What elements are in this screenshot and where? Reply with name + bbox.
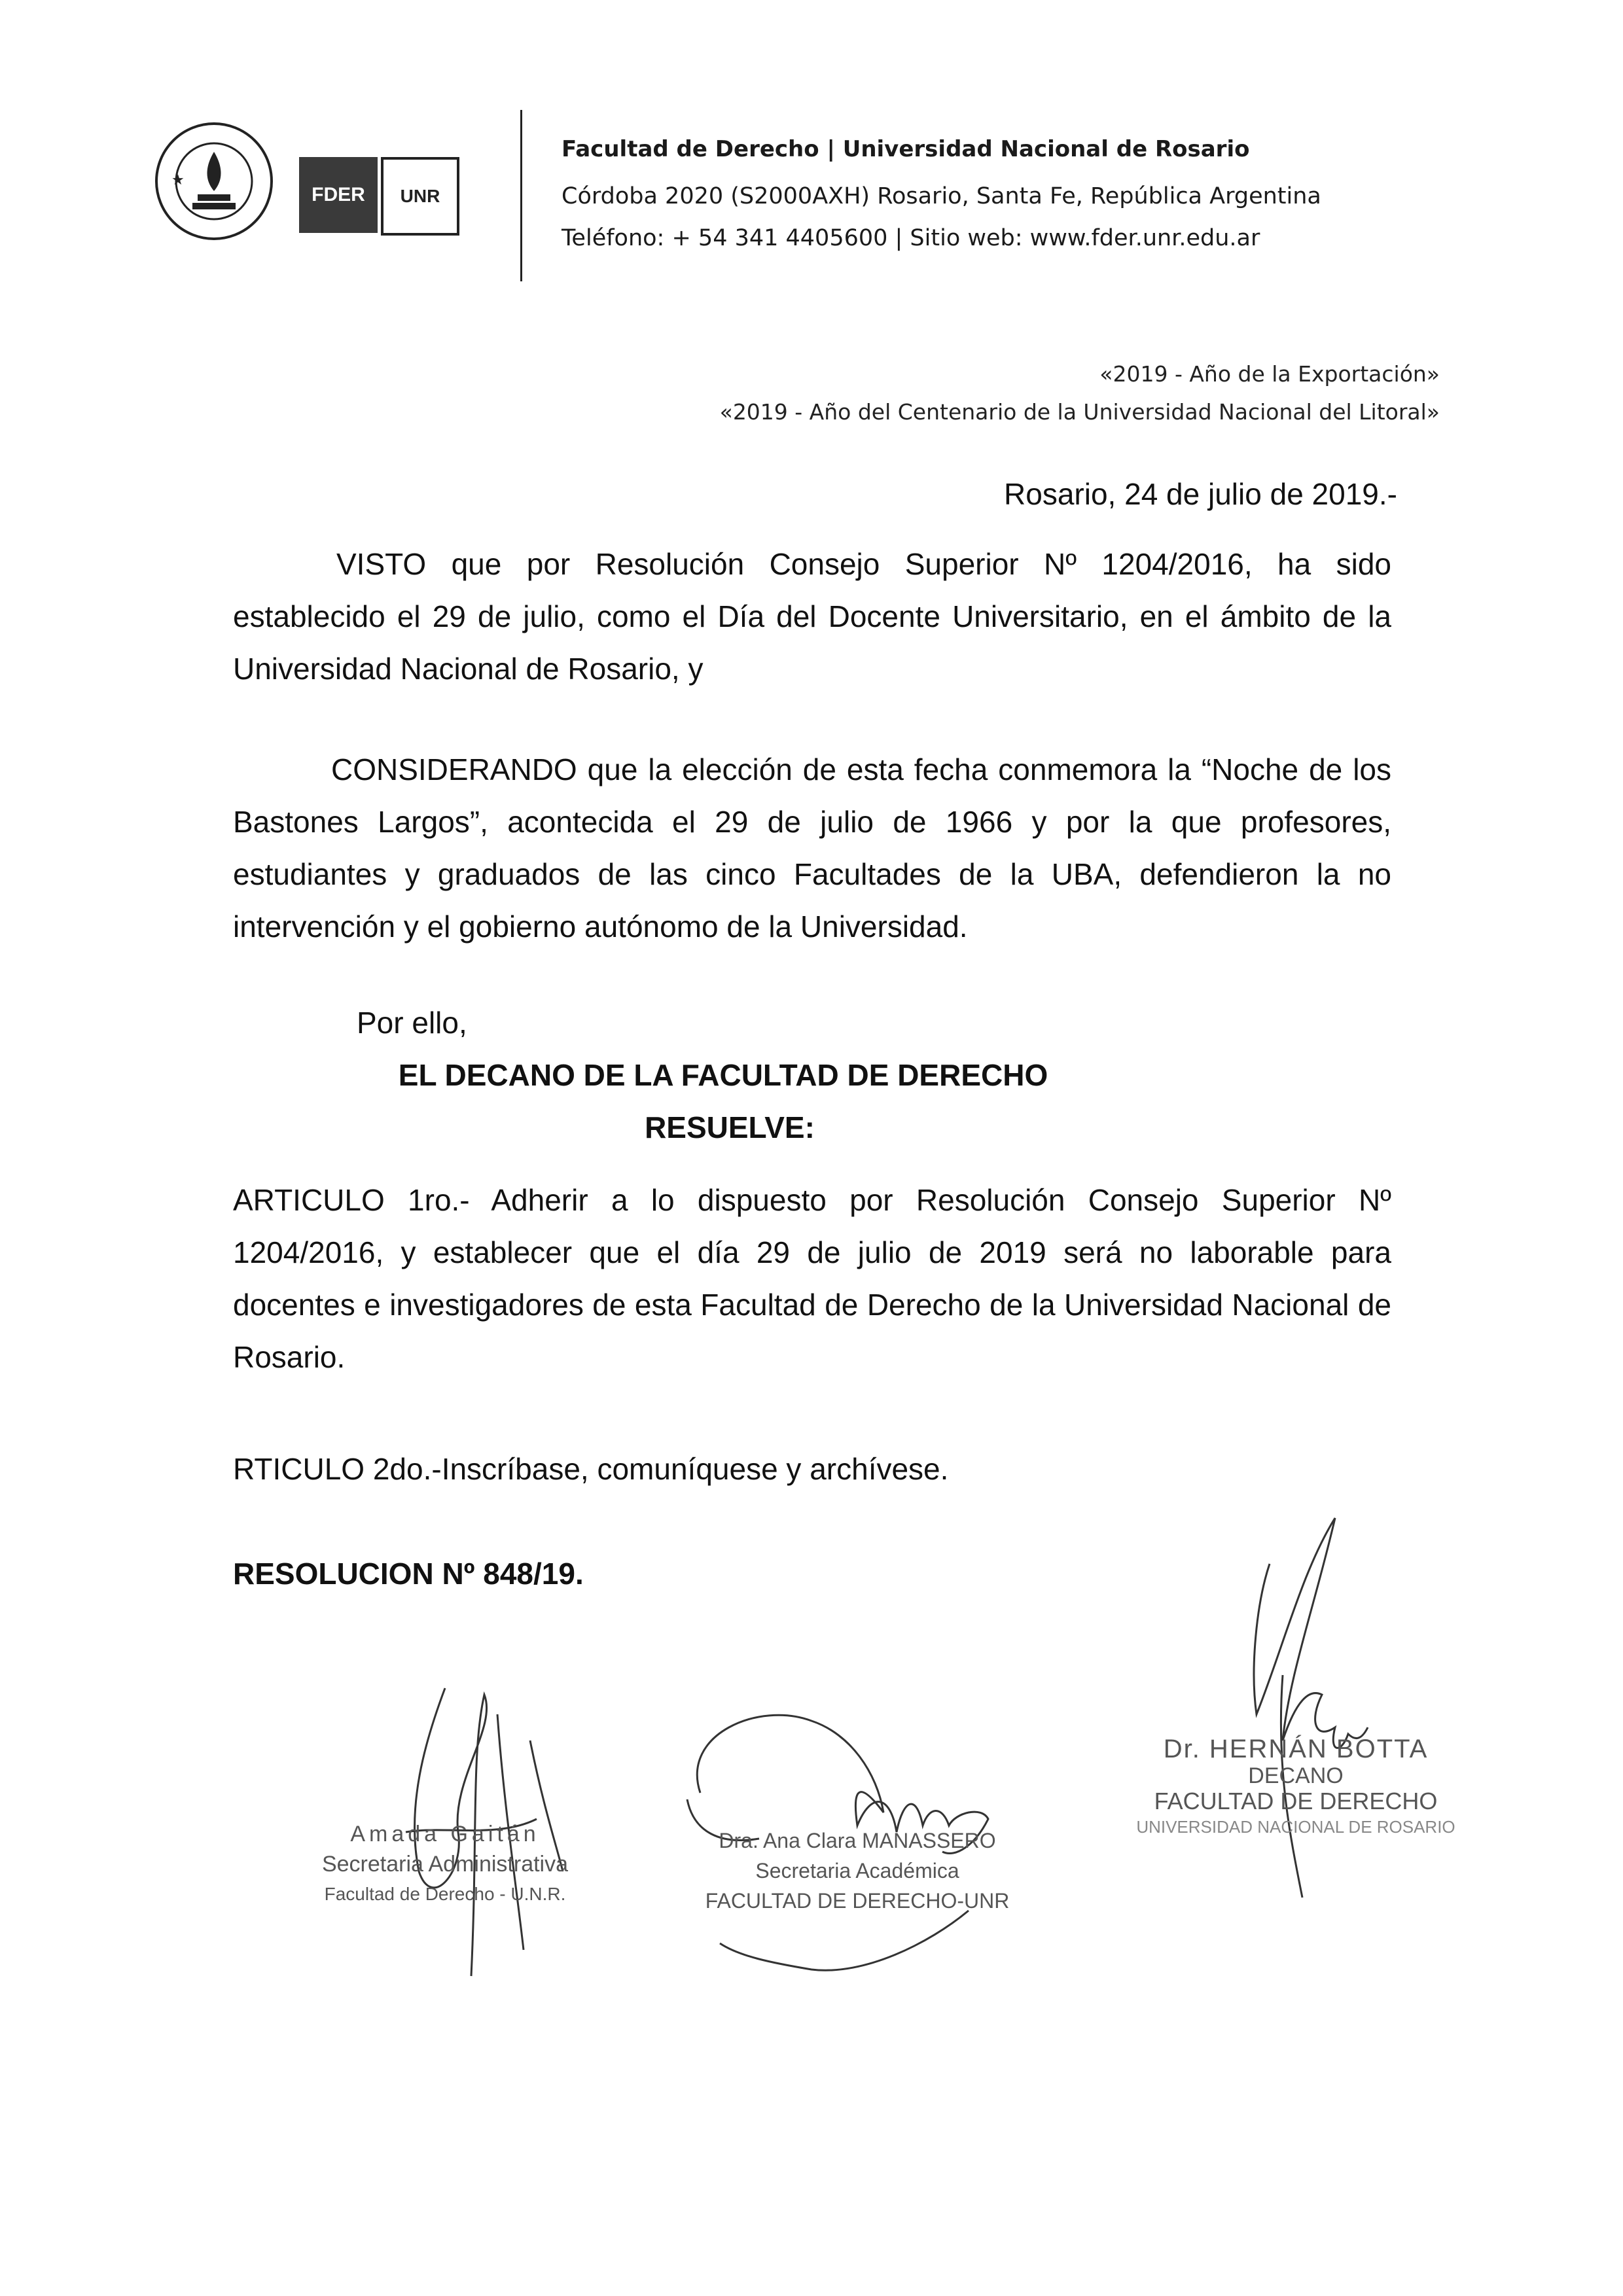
signature-center-block <box>674 1826 1041 1916</box>
signature-right-block <box>1113 1734 1479 1839</box>
resolution-number: RESOLUCION Nº 848/19. <box>233 1557 584 1591</box>
signature-center-name: Dra. Ana Clara MANASSERO <box>719 1829 996 1852</box>
motto-export: «2019 - Año de la Exportación» <box>1099 361 1440 387</box>
signature-right-univ: UNIVERSIDAD NACIONAL DE ROSARIO <box>1136 1817 1455 1837</box>
fder-logo: FDER <box>299 157 378 233</box>
signature-center-org: FACULTAD DE DERECHO-UNR <box>705 1889 1010 1913</box>
signature-left-name: Amada Gaitán <box>350 1822 540 1846</box>
signature-right-role: DECANO <box>1248 1763 1344 1788</box>
articulo-2: RTICULO 2do.-Inscríbase, comuníquese y archívese. <box>233 1452 949 1486</box>
header-address: Córdoba 2020 (S2000AXH) Rosario, Santa Fe, República Argentina <box>562 183 1321 209</box>
signature-left-role: Secretaria Administrativa <box>321 1852 569 1877</box>
decano-heading: EL DECANO DE LA FACULTAD DE DERECHO <box>398 1058 1048 1092</box>
header-institution: Facultad de Derecho | Universidad Nacional de Rosario <box>562 136 1250 162</box>
header-divider <box>520 110 522 281</box>
svg-text:★: ★ <box>171 172 185 188</box>
por-ello: Por ello, <box>357 1006 467 1040</box>
considerando-paragraph: CONSIDERANDO que la elección de esta fecha conmemora la “Noche de los Bastones Largos”, acontecida el 29 de julio de 1966 y por la que profesores, estudiantes y graduados de las cinco Facultades de la UBA, defendieron la no intervención y el gobierno autónomo de la Universidad. <box>233 752 1391 944</box>
motto-centenary: «2019 - Año del Centenario de la Universidad Nacional del Litoral» <box>719 399 1440 425</box>
header-contact: Teléfono: + 54 341 4405600 | Sitio web: www.fder.unr.edu.ar <box>562 225 1260 251</box>
signature-right-org: FACULTAD DE DERECHO <box>1154 1788 1438 1814</box>
signature-center-role: Secretaria Académica <box>755 1859 959 1882</box>
signature-right-scribble <box>1230 1505 1440 1898</box>
signature-right-name: Dr. HERNÁN BOTTA <box>1163 1735 1429 1763</box>
university-seal-logo <box>152 119 276 243</box>
signature-left-block <box>275 1819 615 1909</box>
unr-logo: UNR <box>381 157 459 236</box>
articulo-1: ARTICULO 1ro.- Adherir a lo dispuesto por Resolución Consejo Superior Nº 1204/2016, y establecer que el día 29 de julio de 2019 será no laborable para docentes e investigadores de esta Facultad de Derecho de la Universidad Nacional de Rosario. <box>233 1183 1391 1374</box>
signature-left-org: Facultad de Derecho - U.N.R. <box>324 1884 566 1904</box>
visto-paragraph: VISTO que por Resolución Consejo Superior Nº 1204/2016, ha sido establecido el 29 de julio, como el Día del Docente Universitario, en el ámbito de la Universidad Nacional de Rosario, y <box>233 547 1391 686</box>
resuelve-heading: RESUELVE: <box>645 1110 815 1144</box>
date-line: Rosario, 24 de julio de 2019.- <box>1004 477 1397 511</box>
